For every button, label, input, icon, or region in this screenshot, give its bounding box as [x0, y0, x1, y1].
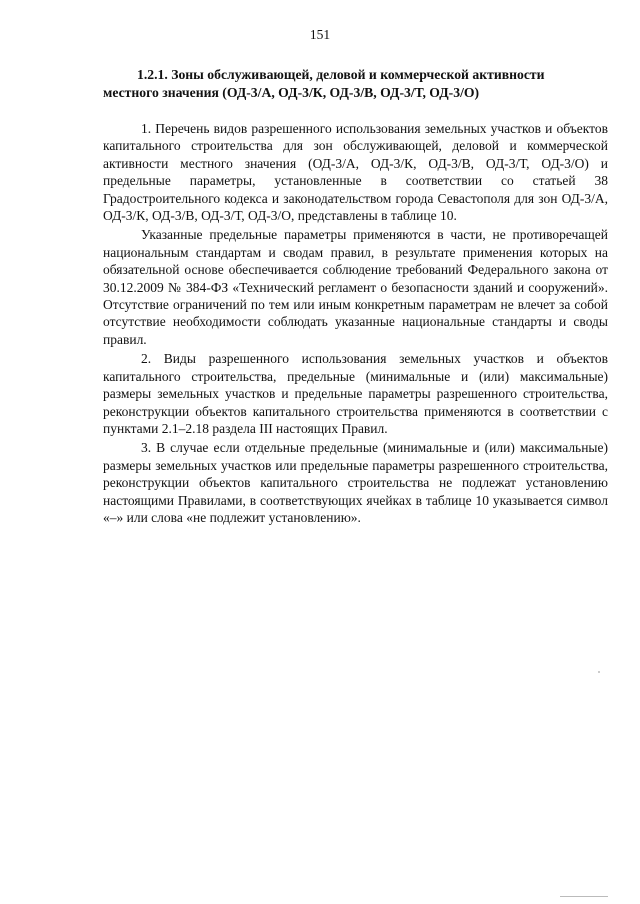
paragraph-3: 2. Виды разрешенного использования земельных участков и объектов капитального строительства, предельные (минимальные и (или) максимальные) размеры земельных участков и предельные параметры разрешенного строительства, реконструкции объектов капитального строительства применяются в соответствии с пунктами 2.1–2.18 раздела III настоящих Правил.	[103, 351, 608, 436]
section-heading	[103, 66, 608, 102]
body-text	[103, 120, 608, 527]
section-heading-line-2: местного значения (ОД-3/А, ОД-3/К, ОД-3/В, ОД-3/Т, ОД-3/О)	[103, 85, 480, 100]
section-heading-line-1: 1.2.1. Зоны обслуживающей, деловой и коммерческой активности	[137, 67, 545, 82]
scan-artifact-line	[560, 896, 608, 897]
page-number: 151	[309, 27, 331, 42]
paragraph-4: 3. В случае если отдельные предельные (минимальные и (или) максимальные) размеры земельных участков или предельные параметры разрешенного строительства, реконструкции объектов капитального строительства не подлежат установлению настоящими Правилами, в соответствующих ячейках в таблице 10 указывается символ «–» или слова «не подлежит установлению».	[103, 440, 608, 525]
paragraph-1: 1. Перечень видов разрешенного использования земельных участков и объектов капитального строительства для зон обслуживающей, деловой и коммерческой активности местного значения (ОД-3/А, ОД-3/К, ОД-3/В, ОД-3/Т, ОД-3/О) и предельные параметры, установленные в соответствии со статьей 38 Градостроительного кодекса и законодательством города Севастополя для зон ОД-3/А, ОД-3/К, ОД-3/В, ОД-3/Т, ОД-3/О, представлены в таблице 10.	[103, 121, 608, 224]
scan-artifact-dot	[598, 671, 600, 673]
paragraph-2: Указанные предельные параметры применяются в части, не противоречащей национальным стандартам и сводам правил, в результате применения которых на обязательной основе обеспечивается соблюдение требований Федерального закона от 30.12.2009 № 384-ФЗ «Технический регламент о безопасности зданий и сооружений». Отсутствие ограничений по тем или иным конкретным параметрам не влечет за собой отсутствие необходимости соблюдать указанные национальные стандарты и своды правил.	[103, 227, 608, 347]
